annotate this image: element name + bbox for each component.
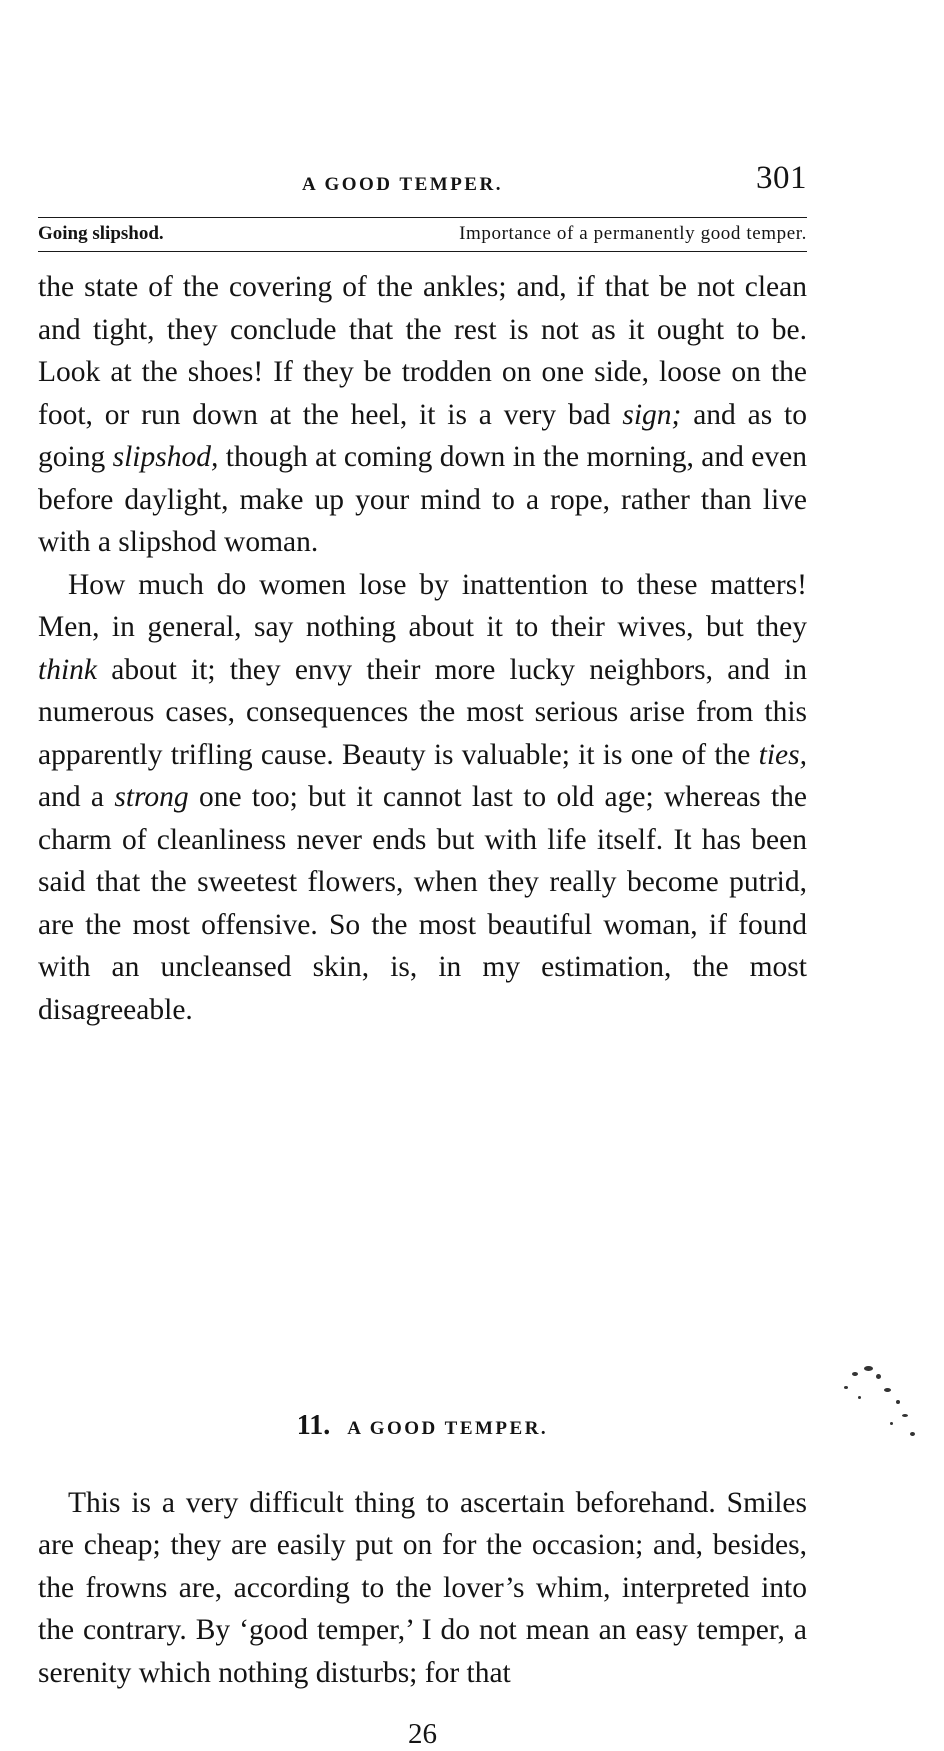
italic-phrase: ties, xyxy=(758,738,807,771)
section-text xyxy=(38,1452,807,1724)
book-page xyxy=(38,160,807,1750)
italic-phrase: slipshod, xyxy=(112,441,219,473)
page-number: 301 xyxy=(756,160,807,196)
paragraph-cleanliness xyxy=(38,564,807,1032)
running-head xyxy=(38,160,807,208)
signature-number: 26 xyxy=(408,1718,437,1750)
italic-phrase: sign; xyxy=(622,398,682,431)
text-run: the state of the covering of the ankles; and, if that be not clean and tight, they conclude that the rest is not as it ought to be. Look at the shoes! If they be trodden on one side, loose on the foot, or run down at the heel, it is a very bad xyxy=(38,271,807,431)
text-run: though at coming down in the morning, and even before daylight, make up your mind to a rope, rather than live with a slipshod woman. xyxy=(38,441,807,558)
running-title: A GOOD TEMPER. xyxy=(302,174,503,195)
header-rule-top xyxy=(38,217,807,218)
italic-phrase: strong xyxy=(114,781,189,813)
italic-phrase: think xyxy=(38,653,97,686)
body-text xyxy=(38,266,807,1031)
subheads xyxy=(38,223,807,249)
paragraph-continued xyxy=(38,266,807,564)
header-rule-bottom xyxy=(38,251,807,252)
text-run: one too; but it cannot last to old age; whereas the charm of cleanliness never ends but with life itself. It has been said that the sweetest flowers, when they really become putrid, are the most offensive. So the most beautiful woman, if found with an uncleansed skin, is, in my estimation, the most disagreeable. xyxy=(38,781,807,1026)
subhead-right: Importance of a permanently good temper. xyxy=(459,223,807,244)
ink-smudge xyxy=(832,1352,942,1482)
text-run: about it; they envy their more lucky neighbors, and in numerous cases, consequences the most serious arise from this apparently trifling cause. Beauty is valuable; it is one of the xyxy=(38,653,807,771)
subhead-left: Going slipshod. xyxy=(38,223,164,244)
section-number: 11. xyxy=(296,1410,331,1441)
text-run: This is a very difficult thing to ascertain beforehand. Smiles are cheap; they are easily put on for the occasion; and, besides, the frowns are, according to the lover’s whim, interpreted into the contrary. By ‘good temper,’ I do not mean an easy temper, a serenity which nothing disturbs; for that xyxy=(38,1486,807,1689)
section-heading xyxy=(38,1410,807,1442)
text-run: and a xyxy=(38,781,115,813)
paragraph-good-temper xyxy=(38,1482,807,1695)
text-run: and as to going xyxy=(38,398,807,473)
text-run: How much do women lose by inattention to these matters! Men, in general, say nothing about it to their wives, but they xyxy=(38,568,807,643)
section-title: A GOOD TEMPER. xyxy=(347,1418,549,1439)
